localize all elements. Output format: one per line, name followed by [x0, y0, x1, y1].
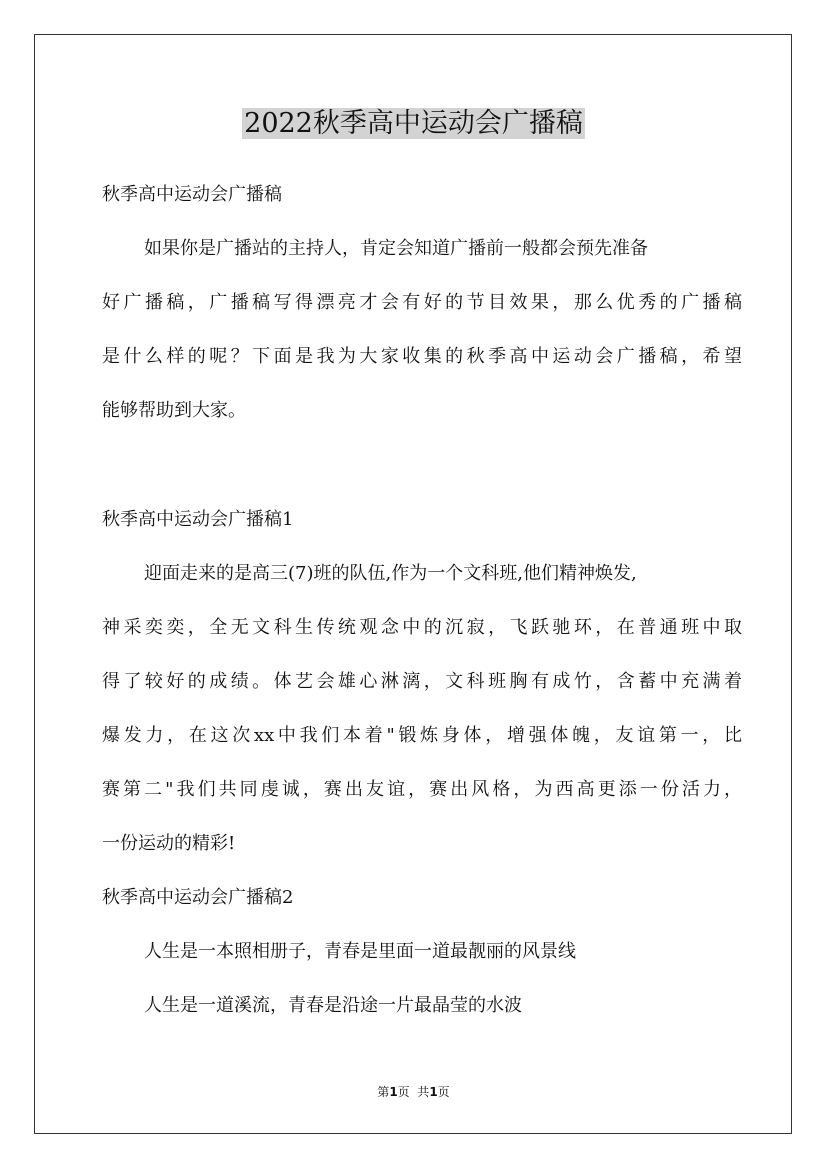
document-title: 2022秋季高中运动会广播稿 [244, 108, 583, 139]
page-number: 第1页 共1页 [377, 1085, 450, 1099]
section-line: 爆发力，在这次xx中我们本着"锻炼身体，增强体魄，友谊第一，比 [102, 725, 742, 746]
section-line: 得了较好的成绩。体艺会雄心淋漓，文科班胸有成竹，含蓄中充满着 [102, 671, 742, 692]
section-line: 迎面走来的是高三(7)班的队伍,作为一个文科班,他们精神焕发, [144, 563, 637, 584]
intro-line: 是什么样的呢？下面是我为大家收集的秋季高中运动会广播稿，希望 [102, 346, 742, 367]
section-line: 赛第二"我们共同虔诚，赛出友谊，赛出风格，为西高更添一份活力， [102, 779, 742, 800]
section-heading: 秋季高中运动会广播稿2 [102, 887, 294, 908]
intro-line: 能够帮助到大家。 [102, 400, 246, 421]
section-line: 神采奕奕，全无文科生传统观念中的沉寂，飞跃驰环，在普通班中取 [102, 617, 742, 638]
section-line: 人生是一本照相册子，青春是里面一道最靓丽的风景线 [144, 941, 576, 962]
section-heading: 秋季高中运动会广播稿1 [102, 509, 294, 530]
document-subtitle: 秋季高中运动会广播稿 [102, 184, 282, 205]
intro-line: 如果你是广播站的主持人，肯定会知道广播前一般都会预先准备 [144, 238, 648, 259]
section-line: 人生是一道溪流，青春是沿途一片最晶莹的水波 [144, 995, 522, 1016]
intro-line: 好广播稿，广播稿写得漂亮才会有好的节目效果，那么优秀的广播稿 [102, 292, 742, 313]
section-line: 一份运动的精彩! [102, 833, 236, 854]
